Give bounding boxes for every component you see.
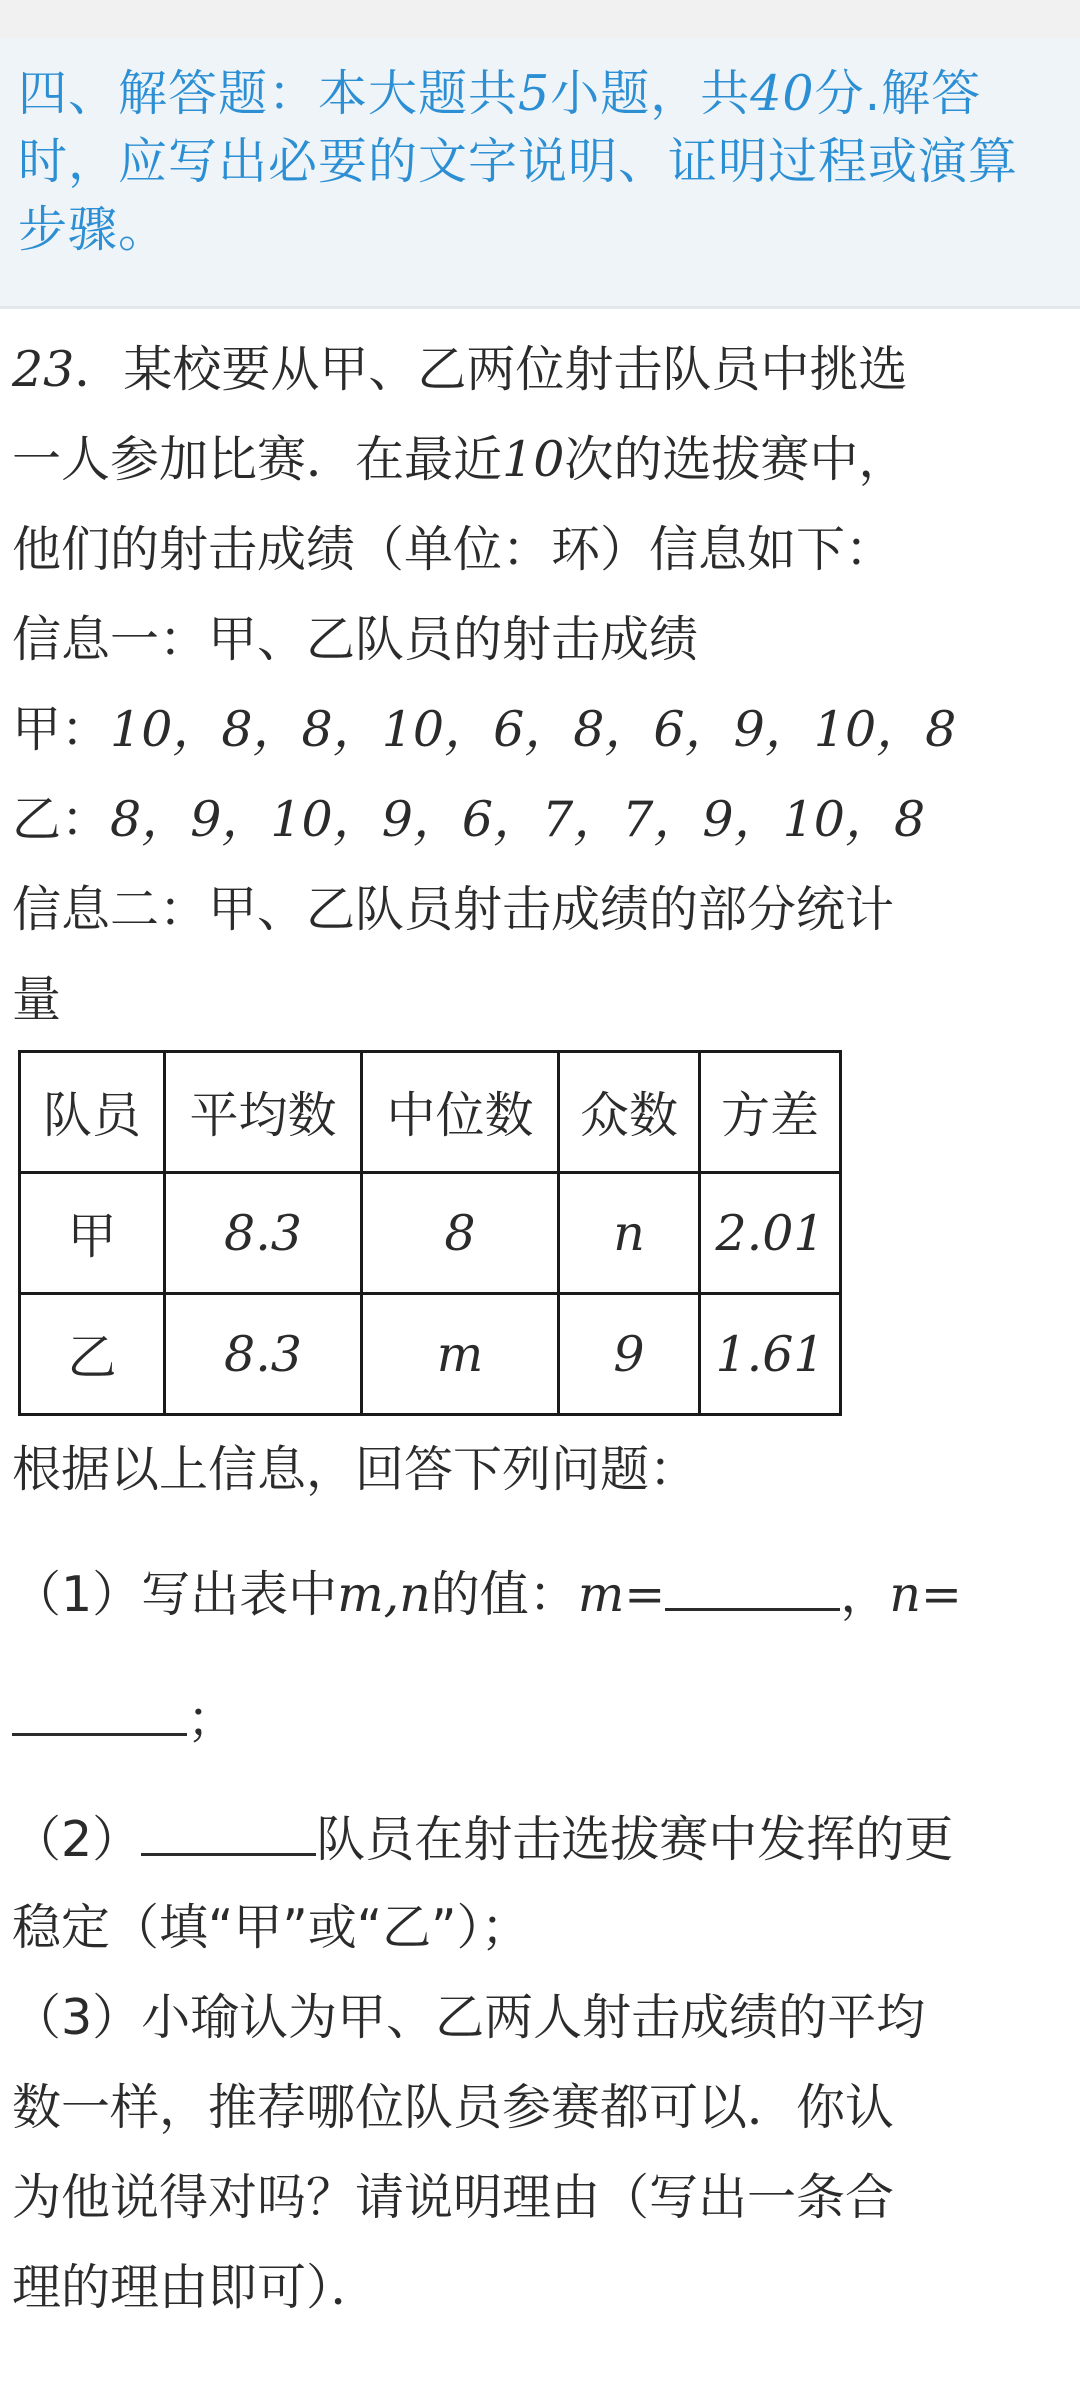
yi-label: 乙： (12, 791, 111, 848)
q2-text-b: 队员在射击选拔赛中发挥的更 (316, 1811, 954, 1868)
problem-line-3: 他们的射击成绩（单位：环）信息如下： (12, 521, 895, 578)
question-2-line-1 (12, 1810, 953, 1870)
heading-part-3: 分.解答时，应写出必要的文字说明、证明过程或演算步骤。 (18, 65, 1019, 258)
table-cell-member: 甲 (20, 1173, 165, 1294)
header-cell-mode: 众数 (559, 1052, 700, 1173)
problem-number: 23 (12, 341, 75, 398)
jia-scores-line (12, 700, 956, 760)
q1-m-label: m= (577, 1566, 666, 1623)
q1-end: ； (187, 1691, 237, 1748)
problem-count: 10 (502, 431, 565, 488)
header-cell-variance: 方差 (700, 1052, 841, 1173)
question-3-line-4: 理的理由即可）． (12, 2259, 380, 2316)
heading-question-count: 5 (518, 65, 551, 122)
question-1-line-2 (12, 1690, 236, 1750)
problem-text-2a: 一人参加比赛．在最近 (12, 431, 503, 488)
problem-text-1: ．某校要从甲、乙两位射击队员中挑选 (74, 341, 908, 398)
table-cell-mean: 8.3 (165, 1173, 362, 1294)
table-cell-member: 乙 (20, 1294, 165, 1415)
header-cell-mean: 平均数 (165, 1052, 362, 1173)
section-header (0, 38, 1080, 309)
table-cell-variance: 2.01 (700, 1173, 841, 1294)
jia-scores: 10，8，8，10，6，8，6，9，10，8 (110, 701, 957, 758)
q2-text-a: （2） (12, 1811, 142, 1868)
heading-part-1: 四、解答题：本大题共 (18, 65, 519, 122)
problem-line-1 (12, 340, 907, 400)
info-two-line-1: 信息二：甲、乙队员射击成绩的部分统计 (12, 881, 895, 938)
q1-separator: ， (840, 1566, 890, 1623)
yi-scores: 8，9，10，9，6，7，7，9，10，8 (110, 791, 926, 848)
questions-intro: 根据以上信息，回答下列问题： (12, 1441, 699, 1498)
heading-part-2: 小题，共 (550, 65, 751, 122)
table-cell-mean: 8.3 (165, 1294, 362, 1415)
heading-score: 40 (750, 65, 815, 122)
q1-m-blank[interactable] (665, 1568, 840, 1611)
table-cell-mode: 9 (559, 1294, 700, 1415)
table-cell-median: m (362, 1294, 559, 1415)
question-3-line-3: 为他说得对吗？请说明理由（写出一条合 (12, 2169, 895, 2226)
jia-label: 甲： (12, 701, 111, 758)
table-cell-variance: 1.61 (700, 1294, 841, 1415)
info-two-line-2: 量 (12, 971, 62, 1028)
header-cell-median: 中位数 (362, 1052, 559, 1173)
section-heading (18, 60, 1063, 264)
info-one: 信息一：甲、乙队员的射击成绩 (12, 611, 699, 668)
question-2-line-2: 稳定（填“甲”或“乙”）； (12, 1899, 531, 1956)
table-cell-median: 8 (362, 1173, 559, 1294)
problem-text-2b: 次的选拔赛中， (564, 431, 908, 488)
table-row (20, 1294, 841, 1415)
question-1-line-1 (12, 1565, 962, 1625)
question-3-line-2: 数一样，推荐哪位队员参赛都可以．你认 (12, 2079, 895, 2136)
header-cell-member: 队员 (20, 1052, 165, 1173)
q1-text-b: 的值： (430, 1566, 578, 1623)
problem-line-2 (12, 430, 907, 490)
q1-n-label: n= (889, 1566, 962, 1623)
stats-table (18, 1050, 842, 1416)
table-header-row (20, 1052, 841, 1173)
table-row (20, 1173, 841, 1294)
table-cell-mode: n (559, 1173, 700, 1294)
q1-n-blank[interactable] (12, 1693, 187, 1736)
top-strip (0, 0, 1080, 38)
question-3-line-1: （3）小瑜认为甲、乙两人射击成绩的平均 (12, 1989, 926, 2046)
q1-vars: m,n (337, 1566, 431, 1623)
q1-text-a: （1）写出表中 (12, 1566, 338, 1623)
q2-blank[interactable] (141, 1813, 316, 1856)
yi-scores-line (12, 790, 925, 850)
